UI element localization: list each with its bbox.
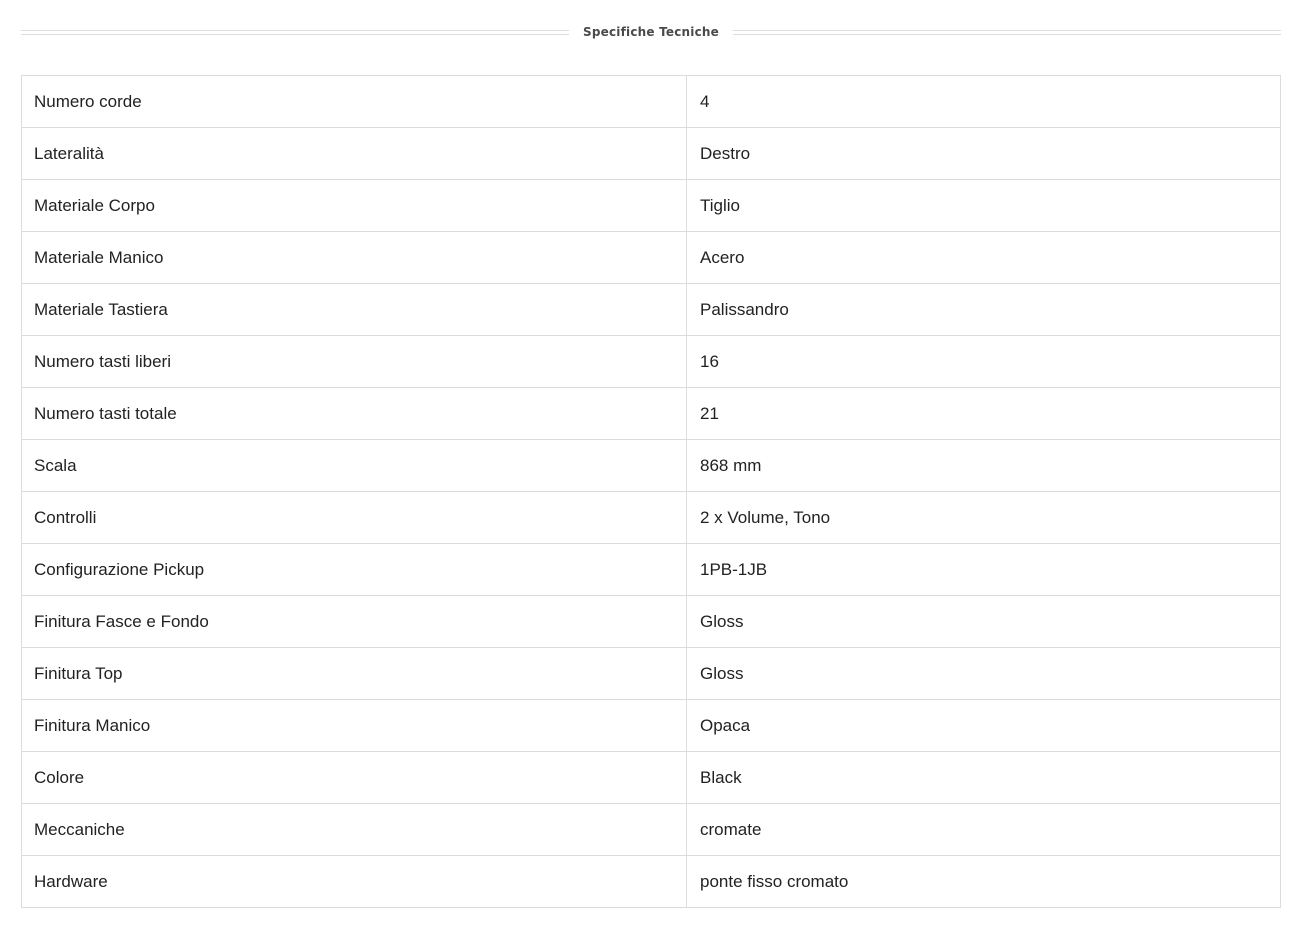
divider-right [733,30,1281,35]
spec-value: cromate [687,804,1281,856]
spec-value: 1PB-1JB [687,544,1281,596]
table-row [22,336,1281,388]
spec-value: 21 [687,388,1281,440]
table-row [22,232,1281,284]
spec-label: Numero tasti totale [22,388,687,440]
table-row [22,128,1281,180]
spec-value: Tiglio [687,180,1281,232]
table-row [22,700,1281,752]
table-row [22,544,1281,596]
table-row [22,284,1281,336]
spec-label: Controlli [22,492,687,544]
divider-left [21,30,569,35]
spec-label: Finitura Manico [22,700,687,752]
spec-label: Materiale Manico [22,232,687,284]
spec-label: Lateralità [22,128,687,180]
table-row [22,492,1281,544]
spec-value: Palissandro [687,284,1281,336]
specs-table [21,75,1281,908]
spec-label: Numero corde [22,76,687,128]
table-row [22,596,1281,648]
spec-label: Hardware [22,856,687,908]
table-row [22,856,1281,908]
table-row [22,76,1281,128]
spec-label: Materiale Tastiera [22,284,687,336]
table-row [22,752,1281,804]
table-row [22,388,1281,440]
spec-label: Finitura Fasce e Fondo [22,596,687,648]
spec-value: 16 [687,336,1281,388]
spec-label: Configurazione Pickup [22,544,687,596]
spec-label: Finitura Top [22,648,687,700]
spec-value: ponte fisso cromato [687,856,1281,908]
spec-value: Destro [687,128,1281,180]
spec-value: 4 [687,76,1281,128]
spec-value: 868 mm [687,440,1281,492]
table-row [22,804,1281,856]
section-header [21,22,1281,42]
spec-label: Meccaniche [22,804,687,856]
spec-value: Gloss [687,596,1281,648]
table-row [22,648,1281,700]
spec-value: Acero [687,232,1281,284]
spec-value: Gloss [687,648,1281,700]
spec-label: Materiale Corpo [22,180,687,232]
spec-value: Black [687,752,1281,804]
spec-value: Opaca [687,700,1281,752]
spec-value: 2 x Volume, Tono [687,492,1281,544]
spec-label: Scala [22,440,687,492]
spec-label: Numero tasti liberi [22,336,687,388]
table-row [22,180,1281,232]
spec-label: Colore [22,752,687,804]
table-row [22,440,1281,492]
section-title: Specifiche Tecniche [583,25,719,39]
